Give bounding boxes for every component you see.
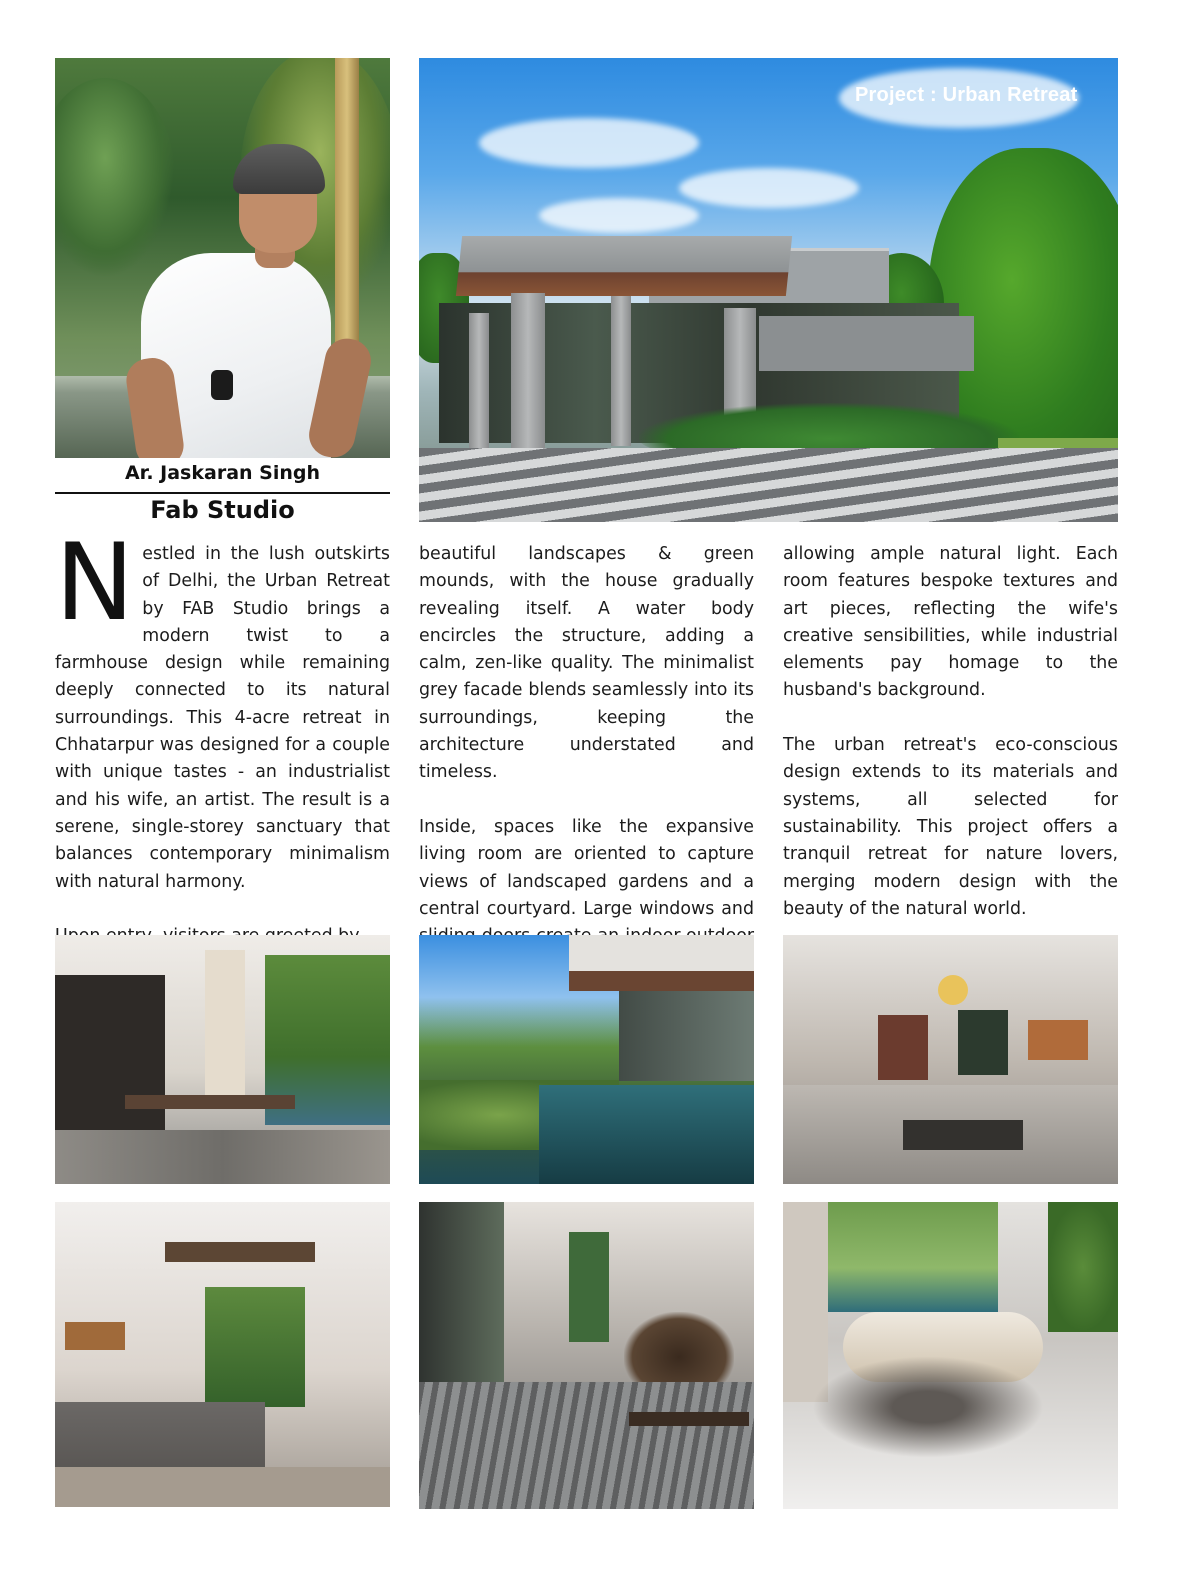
project-title-overlay: Project : Urban Retreat — [855, 84, 1078, 106]
article-paragraph: Inside, spaces like the expansive living room are oriented to capture views of landscaped gardens and a central courtyard. Large windows and — [419, 816, 754, 919]
living-room-photo — [783, 935, 1118, 1184]
article-paragraph: beautiful landscapes & green mounds, with the house gradually revealing itself. A water body encircles the structure, adding a calm, zen-like quality. The minimalist grey facade blends seamlessly into its surroundings, keeping the architecture understated and timeless. — [419, 544, 754, 783]
dining-room-photo — [783, 1202, 1118, 1509]
studio-name: Fab Studio — [150, 496, 295, 524]
hero-house-exterior-photo — [419, 58, 1118, 522]
article-column-1 — [55, 521, 390, 950]
architect-name: Ar. Jaskaran Singh — [124, 462, 321, 484]
article-column-2 — [419, 541, 754, 978]
article-paragraph: allowing ample natural light. Each room features bespoke textures and art pieces, reflecting the wife's creative sensibilities, while industrial elements pay homage to the husband's background. — [783, 544, 1118, 701]
article-paragraph: estled in the lush outskirts of Delhi, the Urban Retreat by FAB Studio brings a modern twist to a farmhouse design while remaining deeply connected to its natural surroundings. This 4-acre retreat in Chhatarpur was designed for a couple with unique tastes - an industrialist and his wife, an artist. The result is a serene, single-storey sanctuary that balances contemporary minimalism with natural harmony. — [55, 544, 390, 892]
article-paragraph: The urban retreat's eco-conscious design extends to its materials and systems, all selected for sustainability. This project offers a tranquil retreat for nature lovers, merging modern design with the beauty of the natural world. — [783, 735, 1118, 919]
drop-cap: N — [55, 521, 135, 644]
architect-portrait-photo — [55, 58, 390, 458]
study-room-photo — [55, 935, 390, 1184]
corridor-gallery-photo — [419, 1202, 754, 1509]
article-column-3 — [783, 541, 1118, 923]
courtyard-pool-photo — [419, 935, 754, 1184]
caption-divider — [55, 492, 390, 494]
bedroom-photo — [55, 1202, 390, 1507]
